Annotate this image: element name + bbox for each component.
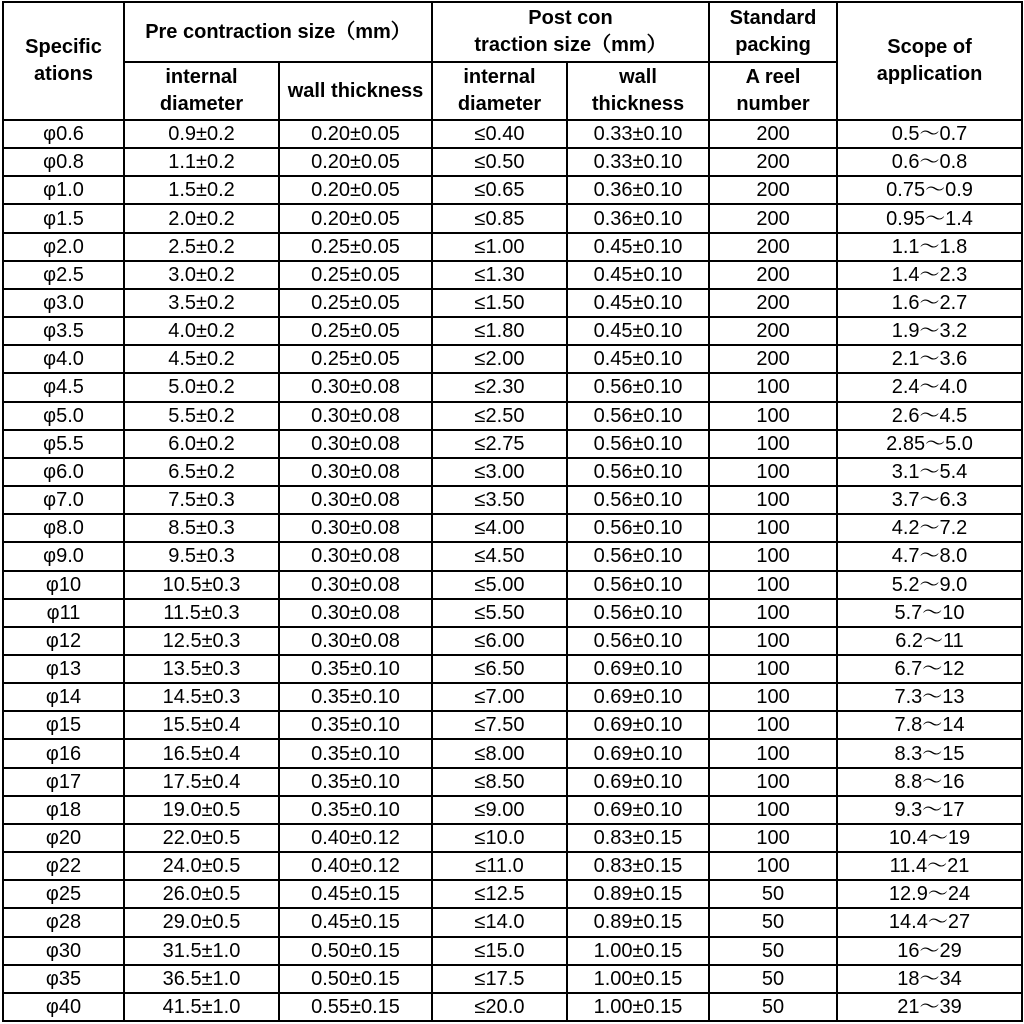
pre-wall-thickness-cell: 0.20±0.05 bbox=[279, 148, 432, 176]
pre-internal-diameter-cell: 12.5±0.3 bbox=[124, 627, 279, 655]
pre-wall-thickness-cell: 0.20±0.05 bbox=[279, 176, 432, 204]
post-wall-thickness-cell: 0.89±0.15 bbox=[567, 880, 709, 908]
reel-number-line-2: number bbox=[736, 93, 810, 115]
pre-internal-diameter-cell: 6.5±0.2 bbox=[124, 458, 279, 486]
table-row bbox=[3, 796, 1022, 824]
pre-wall-thickness-cell: 0.35±0.10 bbox=[279, 768, 432, 796]
pre-wall-thickness-cell: 0.25±0.05 bbox=[279, 289, 432, 317]
scope-cell: 9.3～17 bbox=[837, 796, 1022, 824]
scope-cell: 7.8～14 bbox=[837, 711, 1022, 739]
scope-cell: 1.1～1.8 bbox=[837, 233, 1022, 261]
scope-cell: 1.4～2.3 bbox=[837, 261, 1022, 289]
pre-wall-thickness-cell: 0.30±0.08 bbox=[279, 458, 432, 486]
pre-internal-diameter-cell: 3.5±0.2 bbox=[124, 289, 279, 317]
reel-number-cell: 100 bbox=[709, 627, 837, 655]
post-internal-diameter-line-1: internal bbox=[463, 66, 536, 88]
post-wall-thickness-header bbox=[567, 62, 709, 120]
pre-wall-thickness-cell: 0.25±0.05 bbox=[279, 317, 432, 345]
spec-cell: φ16 bbox=[3, 739, 124, 767]
spec-cell: φ6.0 bbox=[3, 458, 124, 486]
post-internal-diameter-cell: ≤1.50 bbox=[432, 289, 567, 317]
table-row bbox=[3, 486, 1022, 514]
post-wall-thickness-cell: 0.56±0.10 bbox=[567, 486, 709, 514]
reel-number-cell: 200 bbox=[709, 345, 837, 373]
spec-cell: φ28 bbox=[3, 908, 124, 936]
specifications-header bbox=[3, 2, 124, 120]
post-wall-thickness-cell: 0.56±0.10 bbox=[567, 627, 709, 655]
scope-cell: 4.2～7.2 bbox=[837, 514, 1022, 542]
pre-wall-thickness-cell: 0.30±0.08 bbox=[279, 486, 432, 514]
post-internal-diameter-cell: ≤6.00 bbox=[432, 627, 567, 655]
scope-cell: 2.85～5.0 bbox=[837, 430, 1022, 458]
spec-cell: φ5.5 bbox=[3, 430, 124, 458]
post-wall-thickness-cell: 0.69±0.10 bbox=[567, 796, 709, 824]
scope-cell: 5.7～10 bbox=[837, 599, 1022, 627]
scope-cell: 0.95～1.4 bbox=[837, 204, 1022, 232]
pre-internal-diameter-cell: 15.5±0.4 bbox=[124, 711, 279, 739]
post-internal-diameter-cell: ≤12.5 bbox=[432, 880, 567, 908]
post-wall-thickness-cell: 0.69±0.10 bbox=[567, 711, 709, 739]
post-internal-diameter-cell: ≤1.00 bbox=[432, 233, 567, 261]
scope-cell: 6.7～12 bbox=[837, 655, 1022, 683]
specification-table bbox=[2, 1, 1023, 1022]
pre-wall-thickness-cell: 0.35±0.10 bbox=[279, 655, 432, 683]
table-row bbox=[3, 430, 1022, 458]
post-internal-diameter-cell: ≤0.85 bbox=[432, 204, 567, 232]
post-internal-diameter-cell: ≤7.00 bbox=[432, 683, 567, 711]
pre-internal-diameter-cell: 8.5±0.3 bbox=[124, 514, 279, 542]
table-row bbox=[3, 571, 1022, 599]
post-wall-thickness-cell: 0.45±0.10 bbox=[567, 345, 709, 373]
post-internal-diameter-cell: ≤2.30 bbox=[432, 373, 567, 401]
scope-cell: 0.75～0.9 bbox=[837, 176, 1022, 204]
pre-wall-thickness-cell: 0.55±0.15 bbox=[279, 993, 432, 1021]
scope-cell: 21～39 bbox=[837, 993, 1022, 1021]
table-row bbox=[3, 402, 1022, 430]
table-row bbox=[3, 289, 1022, 317]
table-row bbox=[3, 965, 1022, 993]
reel-number-cell: 100 bbox=[709, 824, 837, 852]
scope-cell: 11.4～21 bbox=[837, 852, 1022, 880]
reel-number-cell: 50 bbox=[709, 937, 837, 965]
pre-wall-thickness-cell: 0.50±0.15 bbox=[279, 965, 432, 993]
post-wall-thickness-cell: 0.69±0.10 bbox=[567, 683, 709, 711]
pre-wall-thickness-cell: 0.35±0.10 bbox=[279, 796, 432, 824]
post-contraction-header bbox=[432, 2, 709, 62]
post-wall-thickness-cell: 0.56±0.10 bbox=[567, 571, 709, 599]
spec-cell: φ40 bbox=[3, 993, 124, 1021]
pre-internal-diameter-cell: 13.5±0.3 bbox=[124, 655, 279, 683]
post-wall-thickness-cell: 0.45±0.10 bbox=[567, 317, 709, 345]
spec-cell: φ2.0 bbox=[3, 233, 124, 261]
post-wall-thickness-cell: 0.69±0.10 bbox=[567, 655, 709, 683]
pre-wall-thickness-cell: 0.30±0.08 bbox=[279, 514, 432, 542]
reel-number-cell: 200 bbox=[709, 176, 837, 204]
scope-cell: 16～29 bbox=[837, 937, 1022, 965]
table-row bbox=[3, 683, 1022, 711]
pre-wall-thickness-cell: 0.40±0.12 bbox=[279, 824, 432, 852]
reel-number-cell: 100 bbox=[709, 373, 837, 401]
spec-cell: φ1.5 bbox=[3, 204, 124, 232]
table-row bbox=[3, 261, 1022, 289]
post-wall-thickness-cell: 1.00±0.15 bbox=[567, 937, 709, 965]
table-row bbox=[3, 880, 1022, 908]
scope-cell: 0.5～0.7 bbox=[837, 120, 1022, 148]
post-internal-diameter-cell: ≤0.65 bbox=[432, 176, 567, 204]
scope-header-line-2: application bbox=[876, 63, 983, 85]
post-wall-thickness-cell: 0.45±0.10 bbox=[567, 233, 709, 261]
post-internal-diameter-cell: ≤2.50 bbox=[432, 402, 567, 430]
post-wall-thickness-cell: 0.56±0.10 bbox=[567, 430, 709, 458]
post-wall-thickness-cell: 0.56±0.10 bbox=[567, 458, 709, 486]
post-internal-diameter-cell: ≤15.0 bbox=[432, 937, 567, 965]
standard-packing-header-line-2: packing bbox=[735, 34, 811, 56]
pre-wall-thickness-cell: 0.30±0.08 bbox=[279, 542, 432, 570]
scope-cell: 4.7～8.0 bbox=[837, 542, 1022, 570]
pre-internal-diameter-cell: 11.5±0.3 bbox=[124, 599, 279, 627]
spec-cell: φ5.0 bbox=[3, 402, 124, 430]
table-row bbox=[3, 204, 1022, 232]
reel-number-cell: 100 bbox=[709, 402, 837, 430]
pre-internal-diameter-cell: 2.5±0.2 bbox=[124, 233, 279, 261]
pre-internal-diameter-cell: 3.0±0.2 bbox=[124, 261, 279, 289]
pre-internal-diameter-cell: 10.5±0.3 bbox=[124, 571, 279, 599]
reel-number-cell: 50 bbox=[709, 965, 837, 993]
reel-number-cell: 100 bbox=[709, 430, 837, 458]
post-wall-thickness-cell: 0.33±0.10 bbox=[567, 148, 709, 176]
pre-wall-thickness-cell: 0.30±0.08 bbox=[279, 373, 432, 401]
reel-number-cell: 100 bbox=[709, 514, 837, 542]
pre-wall-thickness-cell: 0.25±0.05 bbox=[279, 345, 432, 373]
pre-wall-thickness-cell: 0.45±0.15 bbox=[279, 908, 432, 936]
spec-cell: φ30 bbox=[3, 937, 124, 965]
table-row bbox=[3, 655, 1022, 683]
post-internal-diameter-cell: ≤8.50 bbox=[432, 768, 567, 796]
scope-header-line-1: Scope of bbox=[887, 36, 972, 58]
table-row bbox=[3, 373, 1022, 401]
pre-internal-diameter-cell: 17.5±0.4 bbox=[124, 768, 279, 796]
pre-wall-thickness-cell: 0.35±0.10 bbox=[279, 711, 432, 739]
scope-cell: 8.8～16 bbox=[837, 768, 1022, 796]
pre-wall-thickness-cell: 0.35±0.10 bbox=[279, 683, 432, 711]
pre-internal-diameter-cell: 36.5±1.0 bbox=[124, 965, 279, 993]
post-internal-diameter-cell: ≤1.30 bbox=[432, 261, 567, 289]
reel-number-cell: 200 bbox=[709, 204, 837, 232]
post-internal-diameter-cell: ≤3.00 bbox=[432, 458, 567, 486]
pre-wall-thickness-cell: 0.30±0.08 bbox=[279, 402, 432, 430]
post-wall-thickness-cell: 0.56±0.10 bbox=[567, 599, 709, 627]
scope-cell: 12.9～24 bbox=[837, 880, 1022, 908]
scope-cell: 7.3～13 bbox=[837, 683, 1022, 711]
pre-wall-thickness-cell: 0.30±0.08 bbox=[279, 599, 432, 627]
table-row bbox=[3, 768, 1022, 796]
spec-cell: φ8.0 bbox=[3, 514, 124, 542]
pre-wall-thickness-cell: 0.25±0.05 bbox=[279, 261, 432, 289]
reel-number-cell: 100 bbox=[709, 739, 837, 767]
table-row bbox=[3, 993, 1022, 1021]
post-internal-diameter-cell: ≤4.50 bbox=[432, 542, 567, 570]
table-row bbox=[3, 739, 1022, 767]
spec-cell: φ11 bbox=[3, 599, 124, 627]
table-row bbox=[3, 711, 1022, 739]
table-row bbox=[3, 120, 1022, 148]
pre-internal-diameter-cell: 4.0±0.2 bbox=[124, 317, 279, 345]
post-internal-diameter-cell: ≤4.00 bbox=[432, 514, 567, 542]
spec-cell: φ0.6 bbox=[3, 120, 124, 148]
pre-internal-diameter-cell: 4.5±0.2 bbox=[124, 345, 279, 373]
spec-cell: φ20 bbox=[3, 824, 124, 852]
pre-internal-diameter-cell: 26.0±0.5 bbox=[124, 880, 279, 908]
table-row bbox=[3, 514, 1022, 542]
reel-number-cell: 100 bbox=[709, 571, 837, 599]
reel-number-cell: 200 bbox=[709, 289, 837, 317]
table-row bbox=[3, 345, 1022, 373]
scope-cell: 2.4～4.0 bbox=[837, 373, 1022, 401]
table-row bbox=[3, 317, 1022, 345]
reel-number-cell: 50 bbox=[709, 993, 837, 1021]
reel-number-cell: 100 bbox=[709, 683, 837, 711]
table-row bbox=[3, 824, 1022, 852]
reel-number-cell: 200 bbox=[709, 233, 837, 261]
pre-internal-diameter-cell: 0.9±0.2 bbox=[124, 120, 279, 148]
reel-number-line-1: A reel bbox=[745, 66, 801, 88]
post-internal-diameter-cell: ≤3.50 bbox=[432, 486, 567, 514]
spec-cell: φ4.5 bbox=[3, 373, 124, 401]
table-row bbox=[3, 599, 1022, 627]
reel-number-cell: 200 bbox=[709, 148, 837, 176]
spec-cell: φ2.5 bbox=[3, 261, 124, 289]
pre-wall-thickness-cell: 0.50±0.15 bbox=[279, 937, 432, 965]
table-row bbox=[3, 937, 1022, 965]
post-internal-diameter-cell: ≤0.40 bbox=[432, 120, 567, 148]
scope-cell: 8.3～15 bbox=[837, 739, 1022, 767]
post-wall-thickness-line-2: thickness bbox=[591, 93, 685, 115]
post-internal-diameter-header bbox=[432, 62, 567, 120]
post-wall-thickness-cell: 0.45±0.10 bbox=[567, 289, 709, 317]
post-internal-diameter-cell: ≤8.00 bbox=[432, 739, 567, 767]
scope-cell: 6.2～11 bbox=[837, 627, 1022, 655]
spec-cell: φ0.8 bbox=[3, 148, 124, 176]
spec-cell: φ4.0 bbox=[3, 345, 124, 373]
scope-cell: 14.4～27 bbox=[837, 908, 1022, 936]
table-row bbox=[3, 542, 1022, 570]
reel-number-cell: 200 bbox=[709, 261, 837, 289]
pre-wall-thickness-cell: 0.35±0.10 bbox=[279, 739, 432, 767]
post-internal-diameter-cell: ≤17.5 bbox=[432, 965, 567, 993]
pre-internal-diameter-cell: 19.0±0.5 bbox=[124, 796, 279, 824]
post-internal-diameter-cell: ≤0.50 bbox=[432, 148, 567, 176]
post-internal-diameter-cell: ≤2.75 bbox=[432, 430, 567, 458]
pre-wall-thickness-cell: 0.20±0.05 bbox=[279, 120, 432, 148]
pre-internal-diameter-cell: 5.5±0.2 bbox=[124, 402, 279, 430]
spec-cell: φ3.5 bbox=[3, 317, 124, 345]
pre-internal-diameter-line-1: internal bbox=[165, 66, 238, 88]
reel-number-header bbox=[709, 62, 837, 120]
scope-cell: 2.6～4.5 bbox=[837, 402, 1022, 430]
post-internal-diameter-cell: ≤5.50 bbox=[432, 599, 567, 627]
scope-cell: 5.2～9.0 bbox=[837, 571, 1022, 599]
reel-number-cell: 50 bbox=[709, 880, 837, 908]
post-wall-thickness-cell: 0.69±0.10 bbox=[567, 768, 709, 796]
pre-wall-thickness-cell: 0.30±0.08 bbox=[279, 627, 432, 655]
pre-wall-thickness-cell: 0.30±0.08 bbox=[279, 571, 432, 599]
post-wall-thickness-cell: 0.45±0.10 bbox=[567, 261, 709, 289]
table-row bbox=[3, 627, 1022, 655]
spec-cell: φ13 bbox=[3, 655, 124, 683]
scope-cell: 2.1～3.6 bbox=[837, 345, 1022, 373]
post-wall-thickness-cell: 0.56±0.10 bbox=[567, 542, 709, 570]
spec-cell: φ15 bbox=[3, 711, 124, 739]
spec-cell: φ12 bbox=[3, 627, 124, 655]
post-internal-diameter-cell: ≤10.0 bbox=[432, 824, 567, 852]
post-internal-diameter-cell: ≤1.80 bbox=[432, 317, 567, 345]
spec-cell: φ1.0 bbox=[3, 176, 124, 204]
pre-wall-thickness-cell: 0.30±0.08 bbox=[279, 430, 432, 458]
table-row bbox=[3, 148, 1022, 176]
pre-wall-thickness-cell: 0.40±0.12 bbox=[279, 852, 432, 880]
pre-internal-diameter-cell: 41.5±1.0 bbox=[124, 993, 279, 1021]
post-wall-thickness-cell: 0.33±0.10 bbox=[567, 120, 709, 148]
specifications-header-line-1: Specific bbox=[25, 36, 102, 58]
scope-cell: 18～34 bbox=[837, 965, 1022, 993]
specifications-header-line-2: ations bbox=[34, 63, 93, 85]
table-row bbox=[3, 908, 1022, 936]
standard-packing-header bbox=[709, 2, 837, 62]
spec-cell: φ7.0 bbox=[3, 486, 124, 514]
post-internal-diameter-line-2: diameter bbox=[457, 93, 542, 115]
post-contraction-header-line-2: traction size（mm） bbox=[474, 34, 667, 56]
spec-cell: φ3.0 bbox=[3, 289, 124, 317]
spec-cell: φ25 bbox=[3, 880, 124, 908]
reel-number-cell: 200 bbox=[709, 120, 837, 148]
pre-internal-diameter-cell: 5.0±0.2 bbox=[124, 373, 279, 401]
table-row bbox=[3, 458, 1022, 486]
post-internal-diameter-cell: ≤14.0 bbox=[432, 908, 567, 936]
pre-wall-thickness-cell: 0.25±0.05 bbox=[279, 233, 432, 261]
post-wall-thickness-cell: 0.36±0.10 bbox=[567, 176, 709, 204]
post-wall-thickness-cell: 0.56±0.10 bbox=[567, 514, 709, 542]
post-wall-thickness-cell: 0.56±0.10 bbox=[567, 402, 709, 430]
pre-internal-diameter-cell: 24.0±0.5 bbox=[124, 852, 279, 880]
post-wall-thickness-cell: 0.83±0.15 bbox=[567, 824, 709, 852]
table-row bbox=[3, 233, 1022, 261]
post-internal-diameter-cell: ≤2.00 bbox=[432, 345, 567, 373]
pre-internal-diameter-cell: 29.0±0.5 bbox=[124, 908, 279, 936]
pre-contraction-header: Pre contraction size（mm） bbox=[124, 2, 432, 62]
post-contraction-header-line-1: Post con bbox=[528, 7, 613, 29]
reel-number-cell: 100 bbox=[709, 768, 837, 796]
reel-number-cell: 100 bbox=[709, 458, 837, 486]
pre-internal-diameter-line-2: diameter bbox=[159, 93, 244, 115]
post-wall-thickness-cell: 0.56±0.10 bbox=[567, 373, 709, 401]
table-body bbox=[3, 120, 1022, 1021]
spec-cell: φ35 bbox=[3, 965, 124, 993]
reel-number-cell: 100 bbox=[709, 542, 837, 570]
post-wall-thickness-cell: 0.36±0.10 bbox=[567, 204, 709, 232]
scope-cell: 3.7～6.3 bbox=[837, 486, 1022, 514]
post-wall-thickness-cell: 0.83±0.15 bbox=[567, 852, 709, 880]
pre-internal-diameter-cell: 9.5±0.3 bbox=[124, 542, 279, 570]
pre-internal-diameter-cell: 16.5±0.4 bbox=[124, 739, 279, 767]
post-wall-thickness-cell: 0.69±0.10 bbox=[567, 739, 709, 767]
pre-internal-diameter-cell: 6.0±0.2 bbox=[124, 430, 279, 458]
scope-cell: 0.6～0.8 bbox=[837, 148, 1022, 176]
pre-internal-diameter-cell: 31.5±1.0 bbox=[124, 937, 279, 965]
post-wall-thickness-cell: 1.00±0.15 bbox=[567, 993, 709, 1021]
reel-number-cell: 100 bbox=[709, 599, 837, 627]
post-internal-diameter-cell: ≤6.50 bbox=[432, 655, 567, 683]
reel-number-cell: 100 bbox=[709, 796, 837, 824]
pre-internal-diameter-cell: 1.1±0.2 bbox=[124, 148, 279, 176]
reel-number-cell: 100 bbox=[709, 852, 837, 880]
post-internal-diameter-cell: ≤9.00 bbox=[432, 796, 567, 824]
pre-internal-diameter-cell: 22.0±0.5 bbox=[124, 824, 279, 852]
pre-internal-diameter-cell: 14.5±0.3 bbox=[124, 683, 279, 711]
pre-internal-diameter-cell: 7.5±0.3 bbox=[124, 486, 279, 514]
post-internal-diameter-cell: ≤7.50 bbox=[432, 711, 567, 739]
spec-cell: φ18 bbox=[3, 796, 124, 824]
scope-of-application-header bbox=[837, 2, 1022, 120]
pre-internal-diameter-header bbox=[124, 62, 279, 120]
table-row bbox=[3, 176, 1022, 204]
pre-wall-thickness-cell: 0.45±0.15 bbox=[279, 880, 432, 908]
spec-cell: φ10 bbox=[3, 571, 124, 599]
reel-number-cell: 100 bbox=[709, 655, 837, 683]
pre-wall-thickness-cell: 0.20±0.05 bbox=[279, 204, 432, 232]
pre-wall-thickness-header: wall thickness bbox=[279, 62, 432, 120]
standard-packing-header-line-1: Standard bbox=[729, 7, 817, 29]
reel-number-cell: 200 bbox=[709, 317, 837, 345]
post-internal-diameter-cell: ≤11.0 bbox=[432, 852, 567, 880]
spec-cell: φ17 bbox=[3, 768, 124, 796]
post-wall-thickness-line-1: wall bbox=[619, 66, 657, 88]
post-wall-thickness-cell: 1.00±0.15 bbox=[567, 965, 709, 993]
spec-cell: φ14 bbox=[3, 683, 124, 711]
reel-number-cell: 100 bbox=[709, 486, 837, 514]
pre-internal-diameter-cell: 2.0±0.2 bbox=[124, 204, 279, 232]
reel-number-cell: 100 bbox=[709, 711, 837, 739]
post-internal-diameter-cell: ≤5.00 bbox=[432, 571, 567, 599]
post-internal-diameter-cell: ≤20.0 bbox=[432, 993, 567, 1021]
scope-cell: 1.9～3.2 bbox=[837, 317, 1022, 345]
spec-cell: φ9.0 bbox=[3, 542, 124, 570]
scope-cell: 10.4～19 bbox=[837, 824, 1022, 852]
post-wall-thickness-cell: 0.89±0.15 bbox=[567, 908, 709, 936]
table-row bbox=[3, 852, 1022, 880]
header-row-top bbox=[3, 2, 1022, 62]
reel-number-cell: 50 bbox=[709, 908, 837, 936]
pre-internal-diameter-cell: 1.5±0.2 bbox=[124, 176, 279, 204]
spec-cell: φ22 bbox=[3, 852, 124, 880]
scope-cell: 1.6～2.7 bbox=[837, 289, 1022, 317]
scope-cell: 3.1～5.4 bbox=[837, 458, 1022, 486]
